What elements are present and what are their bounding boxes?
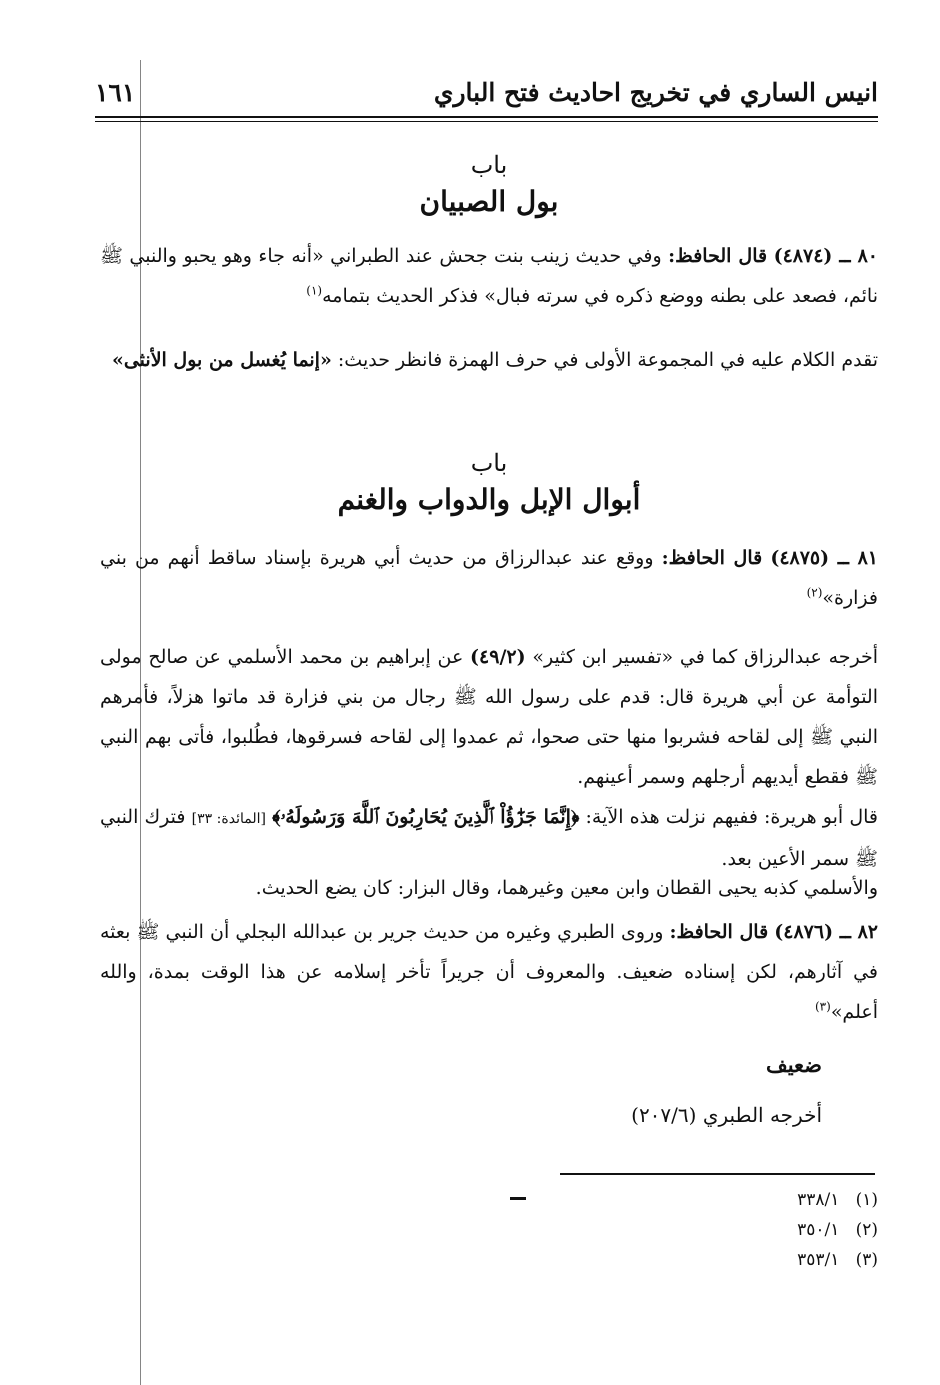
footnote-ref: ٣٥٣/١ <box>797 1250 840 1270</box>
comment-hadith-ref: «إنما يُغسل من بول الأنثى» <box>111 349 332 371</box>
footnote-1 <box>797 1185 878 1215</box>
footnote-3 <box>797 1245 878 1275</box>
takhrij-text: أخرجه عبدالرزاق كما في «تفسير ابن كثير» <box>532 646 879 668</box>
bab-label: باب <box>470 151 508 179</box>
hadith-number: ٨٠ ــ (٤٨٧٤) <box>773 245 878 267</box>
hadith-text: ووقع عند عبدالرزاق من حديث أبي هريرة بإسناد ساقط أنهم من بني فزارة» <box>100 547 878 609</box>
footnote-marker: (١) <box>306 283 323 298</box>
footnote-number: (١) <box>855 1190 878 1210</box>
bab-label: باب <box>470 449 508 477</box>
hadith-label: قال الحافظ: <box>669 921 769 943</box>
statement-text: فترك النبي ﷺ سمر الأعين بعد. <box>100 806 878 870</box>
hadith-label: قال الحافظ: <box>668 245 768 267</box>
footnote-ref: ٣٥٠/١ <box>797 1220 840 1240</box>
footnote-marker: (٢) <box>806 585 823 600</box>
hadith-81 <box>100 538 878 618</box>
ink-mark <box>510 1197 526 1200</box>
footnotes <box>797 1185 878 1275</box>
hadith-number: ٨١ ــ (٤٨٧٥) <box>770 547 879 569</box>
grade-label: ضعيف <box>765 1052 822 1077</box>
footnote-2 <box>797 1215 878 1245</box>
hadith-text: وفي حديث زينب بنت جحش عند الطبراني «أنه جاء وهو يحبو والنبي ﷺ نائم، فصعد على بطنه ووضع ذكره في سرته فبال» فذكر الحديث بتمامه <box>100 245 878 307</box>
statement-text: قال أبو هريرة: ففيهم نزلت هذه الآية: <box>585 806 878 828</box>
hadith-text: وروى الطبري وغيره من حديث جرير بن عبدالله البجلي أن النبي ﷺ بعثه في آثارهم، لكن إسناده ضعيف. والمعروف أن جريراً تأخر إسلامه عن هذا الوقت بمدة، والله أعلم» <box>100 921 878 1023</box>
quran-verse: ﴿إِنَّمَا جَزَٰٓؤُاْ ٱلَّذِينَ يُحَارِبُونَ ٱللَّهَ وَرَسُولَهُۥ﴾ <box>272 806 580 828</box>
hadith-label: قال الحافظ: <box>661 547 763 569</box>
takhrij-text: عن إبراهيم بن محمد الأسلمي عن صالح مولى التوأمة عن أبي هريرة قال: قدم على رسول الله ﷺ رجال من بني فزارة قد ماتوا هزلاً، فأمرهم النبي ﷺ إلى لقاحه فشربوا منها حتى صحوا، ثم عمدوا إلى لقاحه فسرقوها، فطُلبوا، فأتى بهم النبي ﷺ فقطع أيديهم أرجلهم وسمر أعينهم. <box>100 646 878 788</box>
narrator-criticism <box>100 868 878 908</box>
footnote-ref: ٣٣٨/١ <box>797 1190 840 1210</box>
footnote-number: (٣) <box>855 1250 878 1270</box>
comment-text: تقدم الكلام عليه في المجموعة الأولى في حرف الهمزة فانظر حديث: <box>337 349 878 371</box>
page-number: ١٦١ <box>95 78 136 107</box>
chapter-heading-2 <box>100 446 878 520</box>
abu-hurayra-statement <box>100 797 878 879</box>
chapter-title: أبوال الإبل والدواب والغنم <box>337 483 641 516</box>
footnote-rule <box>560 1173 875 1175</box>
takhrij-81 <box>100 637 878 797</box>
footnote-number: (٢) <box>855 1220 878 1240</box>
chapter-title: بول الصبيان <box>419 185 559 218</box>
page-header <box>95 78 878 122</box>
header-rule-thin <box>95 121 878 122</box>
criticism-text: والأسلمي كذبه يحيى القطان وابن معين وغيرهما، وقال البزار: كان يضع الحديث. <box>255 877 878 899</box>
comment-80 <box>100 340 878 380</box>
running-title: انيس الساري في تخريج احاديث فتح الباري <box>433 78 878 107</box>
takhrij-82: أخرجه الطبري (٢٠٧/٦) <box>631 1103 822 1127</box>
verse-reference: [المائدة: ٣٣] <box>191 811 266 827</box>
hadith-82 <box>100 912 878 1032</box>
hadith-number: ٨٢ ــ (٤٨٧٦) <box>774 921 878 943</box>
hadith-80 <box>100 236 878 316</box>
footnote-marker: (٣) <box>814 999 831 1014</box>
takhrij-ref: (٤٩/٢) <box>470 646 526 668</box>
header-rule <box>95 116 878 118</box>
chapter-heading-1 <box>100 148 878 222</box>
